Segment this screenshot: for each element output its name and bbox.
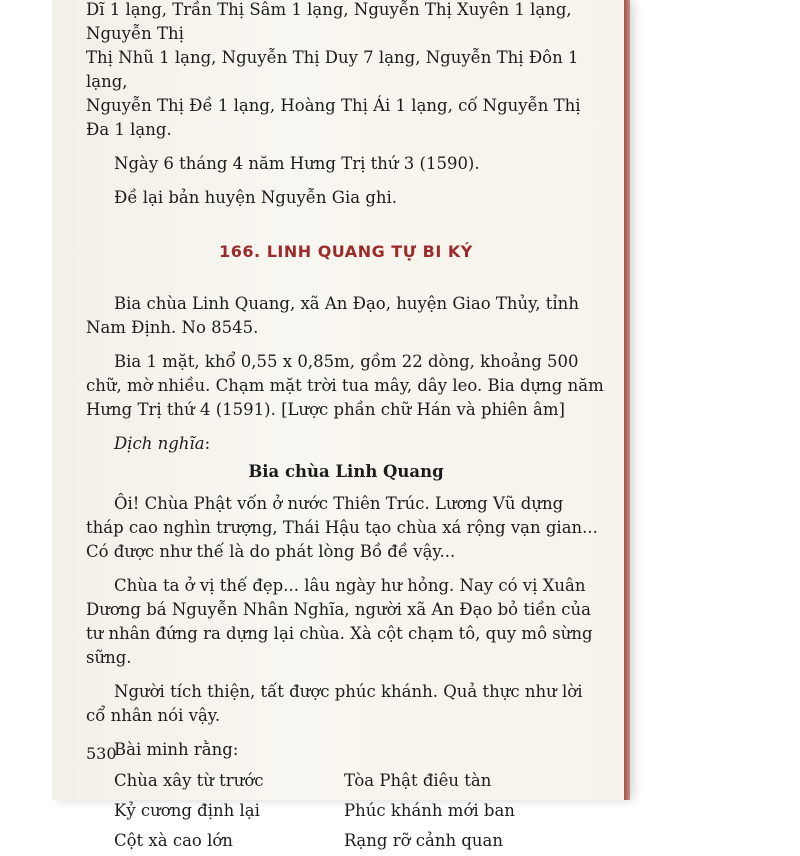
date-line: Ngày 6 tháng 4 năm Hưng Trị thứ 3 (1590). — [114, 154, 480, 173]
body-paragraph: Người tích thiện, tất được phúc khánh. Quả thực như lời cổ nhân nói vậy. — [86, 682, 583, 725]
page-number: 530 — [86, 744, 117, 763]
top-line: Nguyễn Thị Đề 1 lạng, Hoàng Thị Ái 1 lạng, cố Nguyễn Thị Đa 1 lạng. — [86, 96, 581, 139]
intro-paragraph: Bia 1 mặt, khổ 0,55 x 0,85m, gồm 22 dòng, khoảng 500 chữ, mờ nhiều. Chạm mặt trời tua mây, dây leo. Bia dựng năm Hưng Trị thứ 4 (1591). [Lược phần chữ Hán và phiên âm] — [86, 352, 604, 419]
poem-row — [114, 826, 606, 856]
top-paragraph — [86, 0, 606, 142]
poem-row — [114, 766, 606, 796]
section-title: 166. LINH QUANG TỰ BI KÝ — [219, 242, 473, 261]
poem-verse: Tòa Phật điêu tàn — [344, 771, 492, 790]
translation-label — [86, 432, 606, 456]
stele-title: Bia chùa Linh Quang — [248, 462, 444, 481]
body-paragraph: Chùa ta ở vị thế đẹp... lâu ngày hư hỏng. Nay có vị Xuân Dương bá Nguyễn Nhân Nghĩa, người xã An Đạo bỏ tiền của tư nhân đứng ra dựng lại chùa. Xà cột chạm tô, quy mô sừng sững. — [86, 576, 593, 667]
poem-row — [114, 796, 606, 826]
intro-paragraph: Bia chùa Linh Quang, xã An Đạo, huyện Giao Thủy, tỉnh Nam Định. No 8545. — [86, 294, 579, 337]
top-line: Dĩ 1 lạng, Trần Thị Sâm 1 lạng, Nguyễn Thị Xuyên 1 lạng, Nguyễn Thị — [86, 0, 572, 43]
translation-label-text: Dịch nghĩa — [114, 434, 205, 453]
body-paragraph: Ôi! Chùa Phật vốn ở nước Thiên Trúc. Lương Vũ dựng tháp cao nghìn trượng, Thái Hậu tạo chùa xá rộng vạn gian... Có được như thế là do phát lòng Bồ đề vậy... — [86, 494, 598, 561]
top-line: Thị Nhũ 1 lạng, Nguyễn Thị Duy 7 lạng, Nguyễn Thị Đôn 1 lạng, — [86, 48, 579, 91]
poem-verse: Rạng rỡ cảnh quan — [344, 831, 503, 850]
poem-verse: Cột xà cao lớn — [114, 831, 233, 850]
poem-verse: Chùa xây từ trước — [114, 771, 264, 790]
translation-colon: : — [204, 434, 211, 453]
book-cover-edge — [624, 0, 630, 800]
page-text — [86, 0, 606, 856]
poem — [114, 766, 606, 856]
author-line: Đề lại bản huyện Nguyễn Gia ghi. — [114, 188, 398, 207]
poem-verse: Kỷ cương định lại — [114, 801, 260, 820]
poem-verse: Phúc khánh mới ban — [344, 801, 515, 820]
poem-intro: Bài minh rằng: — [114, 740, 239, 759]
